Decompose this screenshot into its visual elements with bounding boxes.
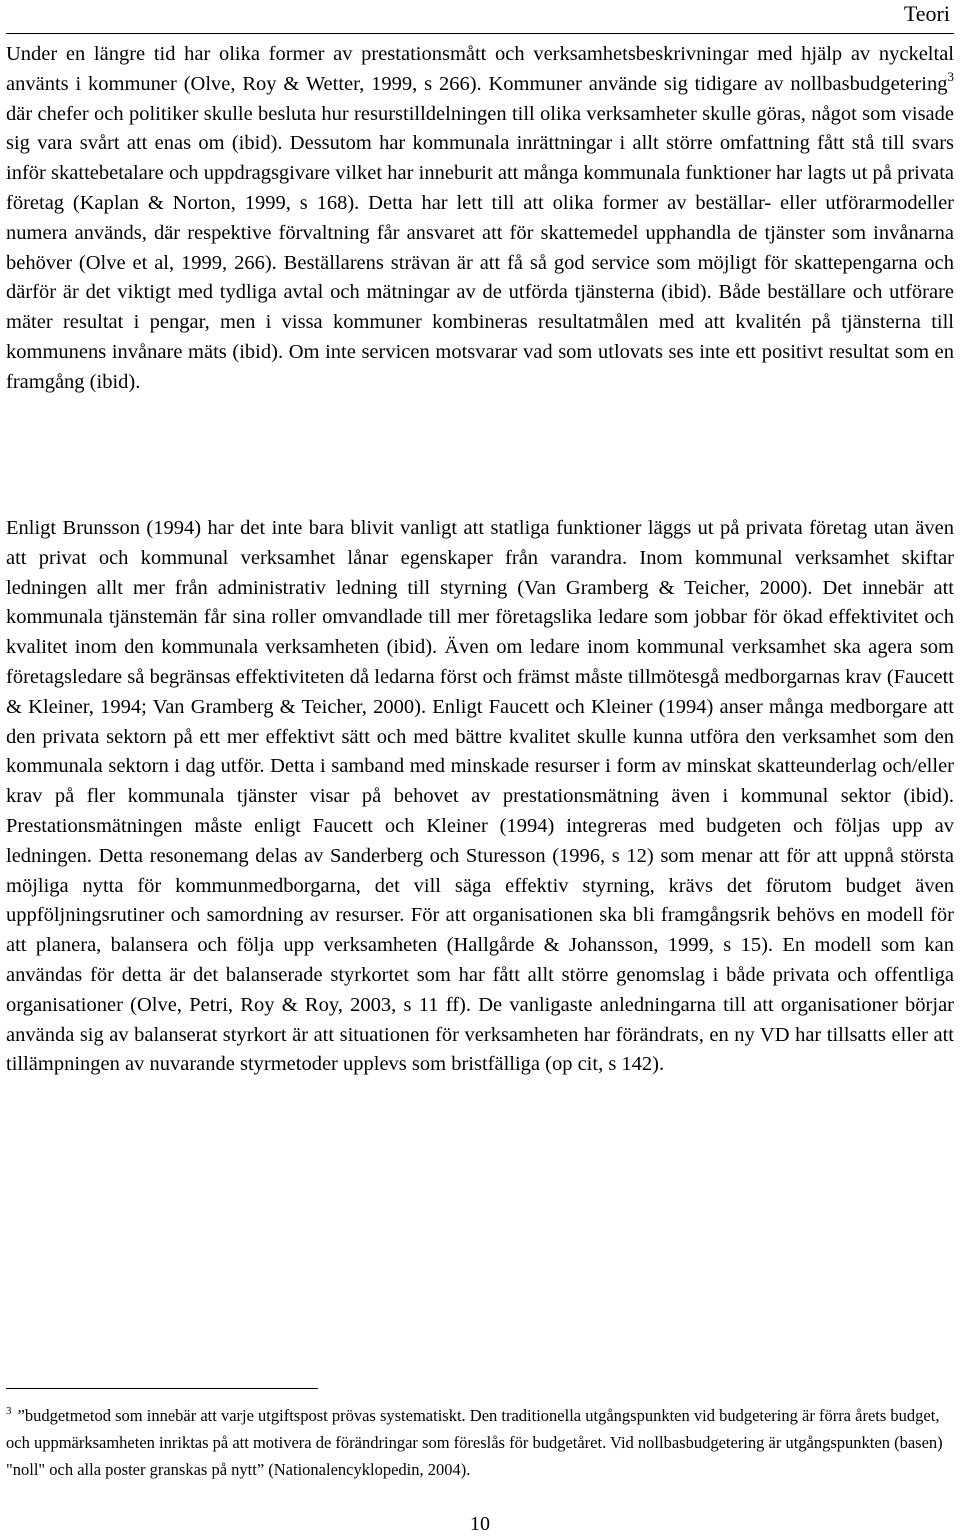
footnote-reference: 3: [947, 68, 954, 84]
footnote-divider: [6, 1388, 318, 1389]
paragraph-2: Enligt Brunsson (1994) har det inte bara blivit vanligt att statliga funktioner läggs ut på privata företag utan även att privat och kommunal verksamhet lånar egenskaper från varandra. Inom kommunal verksamhet skiftar ledningen allt mer från administrativ ledning till styrning (Van Gramberg & Teicher, 2000). Det innebär att kommunala tjänstemän får sina roller omvandlade till mer företagslika ledare som jobbar för ökad effektivitet och kvalitet inom den kommunala verksamheten (ibid). Även om ledare inom kommunal verksamhet ska agera som företagsledare så begränsas effektiviteten då ledarna först och främst måste tillmötesgå medborgarnas krav (Faucett & Kleiner, 1994; Van Gramberg & Teicher, 2000). Enligt Faucett och Kleiner (1994) anser många medborgare att den privata sektorn på ett mer effektivt sätt och med bättre kvalitet skulle kunna utföra den verksamhet som den kommunala sektorn i dag utför. Detta i samband med minskade resurser i form av minskat skatteunderlag och/eller krav på fler kommunala tjänster visar på behovet av prestationsmätning även i kommunal sektor (ibid). Prestationsmätningen måste enligt Faucett och Kleiner (1994) integreras med budgeten och följas upp av ledningen. Detta resonemang delas av Sanderberg och Sturesson (1996, s 12) som menar att för att uppnå största möjliga nytta för kommunmedborgarna, det vill säga effektiv styrning, krävs det förutom budget även uppföljningsrutiner och samordning av resurser. För att organisationen ska bli framgångsrik behövs en modell för att planera, balansera och följa upp verksamheten (Hallgårde & Johansson, 1999, s 15). En modell som kan användas för detta är det balanserade styrkortet som har fått allt större genomslag i både privata och offentliga organisationer (Olve, Petri, Roy & Roy, 2003, s 11 ff). De vanligaste anledningarna till att organisationer börjar använda sig av balanserat styrkort är att situationen för verksamheten har förändrats, en ny VD har tillsatts eller att tillämpningen av nuvarande styrmetoder upplevs som bristfälliga (op cit, s 142).: [6, 517, 954, 1076]
paragraph-1: [6, 40, 954, 398]
footnote-marker: 3: [6, 1405, 12, 1417]
paragraph-1-text-a: Under en längre tid har olika former av prestationsmått och verksamhetsbeskrivningar med hjälp av nyckeltal använts i kommuner (Olve, Roy & Wetter, 1999, s 266). Kommuner använde sig tidigare av nollbasbudgetering: [6, 43, 954, 95]
footnote: [6, 1402, 954, 1483]
page-number: 10: [470, 1513, 490, 1535]
footnote-text: ”budgetmetod som innebär att varje utgiftspost prövas systematiskt. Den traditionella utgångspunkten vid budgetering är förra årets budget, och uppmärksamheten inriktas på att motivera de förändringar som föreslås för budgetåret. Vid nollbasbudgetering är utgångspunkten (basen) "noll" och alla poster granskas på nytt” (Nationalencyklopedin, 2004).: [6, 1406, 943, 1479]
paragraph-1-text-b: där chefer och politiker skulle besluta hur resurstilldelningen till olika verksamheter skulle göras, något som visade sig vara svårt att enas om (ibid). Dessutom har kommunala inrättningar i allt större omfattning fått stå till svars inför skattebetalare och uppdragsgivare vilket har inneburit att många kommunala funktioner har lagts ut på privata företag (Kaplan & Norton, 1999, s 168). Detta har lett till att olika former av beställar- eller utförarmodeller numera används, där respektive förvaltning får ansvaret att för skattemedel upphandla de tjänster som invånarna behöver (Olve et al, 1999, 266). Beställarens strävan är att få så god service som möjligt för skattepengarna och därför är det viktigt med tydliga avtal och mätningar av de utförda tjänsterna (ibid). Både beställare och utförare mäter resultat i pengar, men i vissa kommuner kombineras resultatmålen med att kvalitén på tjänsterna till kommunens invånare mäts (ibid). Om inte servicen motsvarar vad som utlovats ses inte ett positivt resultat som en framgång (ibid).: [6, 102, 954, 393]
page-header: [6, 0, 954, 34]
header-title: Teori: [903, 1, 950, 26]
